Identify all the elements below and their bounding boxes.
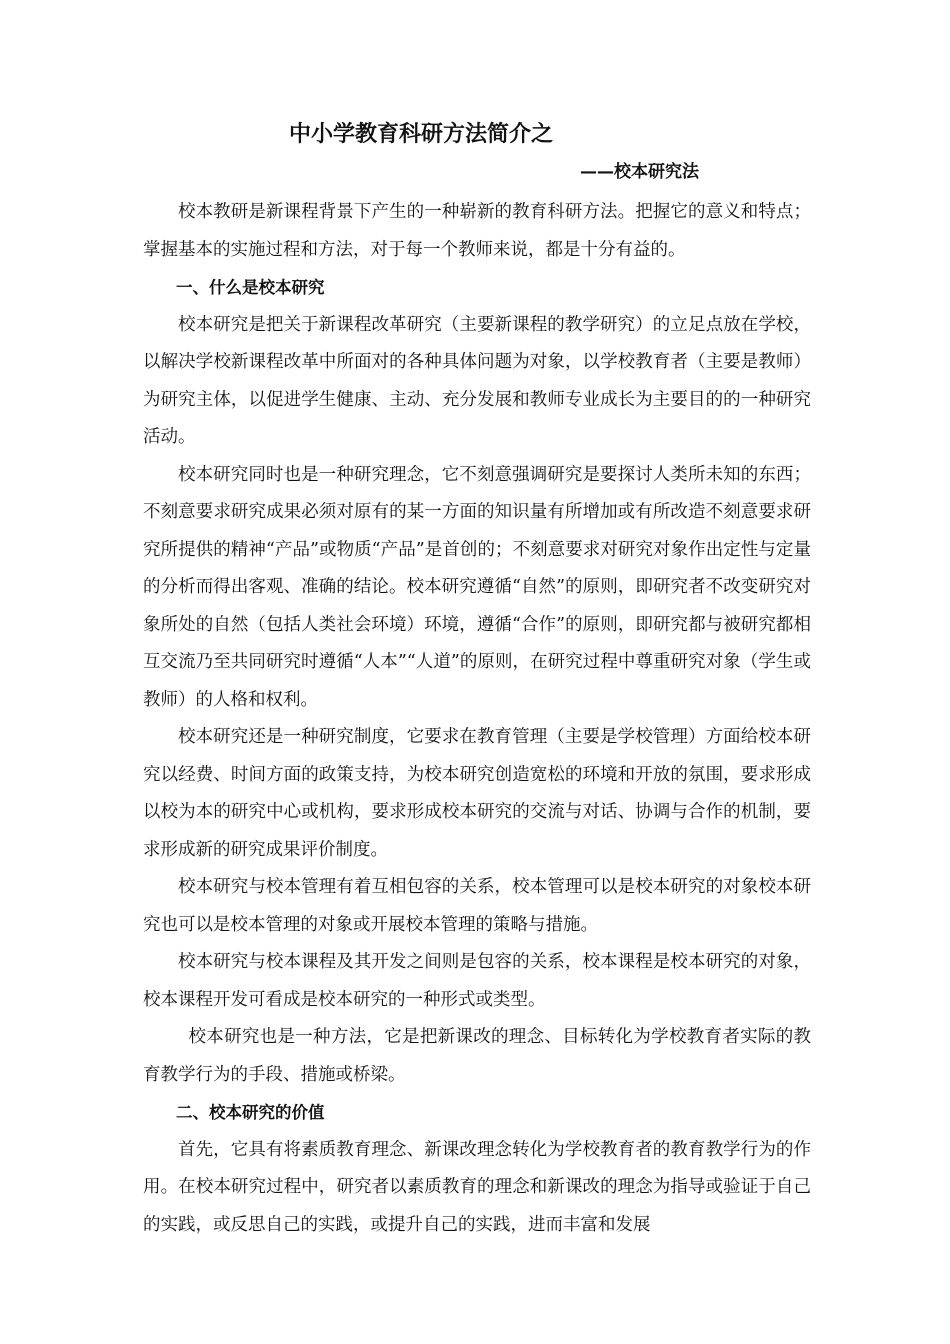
body-paragraph: 校本研究还是一种研究制度，它要求在教育管理（主要是学校管理）方面给校本研究以经费、时间方面的政策支持，为校本研究创造宽松的环境和开放的氛围，要求形成以校为本的研究中心或机构，要求形成校本研究的交流与对话、协调与合作的机制，要求形成新的研究成果评价制度。 (143, 727, 811, 860)
intro-paragraph: 校本教研是新课程背景下产生的一种崭新的教育科研方法。把握它的意义和特点；掌握基本的实施过程和方法，对于每一个教师来说，都是十分有益的。 (143, 202, 811, 260)
section-heading-2: 二、校本研究的价值 (176, 1103, 325, 1122)
body-paragraph: 校本研究也是一种方法，它是把新课改的理念、目标转化为学校教育者实际的教育教学行为的手段、措施或桥梁。 (143, 1027, 811, 1085)
body-paragraph: 校本研究与校本管理有着互相包容的关系，校本管理可以是校本研究的对象校本研究也可以是校本管理的对象或开展校本管理的策略与措施。 (143, 877, 811, 935)
body-paragraph: 校本研究同时也是一种研究理念，它不刻意强调研究是要探讨人类所未知的东西；不刻意要求研究成果必须对原有的某一方面的知识量有所增加或有所改造不刻意要求研究所提供的精神“产品”或物质“产品”是首创的；不刻意要求对研究对象作出定性与定量的分析而得出客观、准确的结论。校本研究遵循“自然”的原则，即研究者不改变研究对象所处的自然（包括人类社会环境）环境，遵循“合作”的原则，即研究都与被研究都相互交流乃至共同研究时遵循“人本”“人道”的原则，在研究过程中尊重研究对象（学生或教师）的人格和权利。 (143, 464, 811, 710)
body-paragraph: 首先，它具有将素质教育理念、新课改理念转化为学校教育者的教育教学行为的作用。在校本研究过程中，研究者以素质教育的理念和新课改的理念为指导或验证于自己的实践，或反思自己的实践，或提升自己的实践，进而丰富和发展 (143, 1139, 811, 1235)
body-paragraph: 校本研究与校本课程及其开发之间则是包容的关系，校本课程是校本研究的对象，校本课程开发可看成是校本研究的一种形式或类型。 (143, 952, 811, 1010)
document-body (143, 194, 811, 1244)
document-title: 中小学教育科研方法简介之 (289, 122, 554, 147)
document-subtitle: ——校本研究法 (580, 162, 699, 182)
section-heading-1: 一、什么是校本研究 (176, 278, 325, 297)
body-paragraph: 校本研究是把关于新课程改革研究（主要新课程的教学研究）的立足点放在学校，以解决学校新课程改革中所面对的各种具体问题为对象，以学校教育者（主要是教师）为研究主体，以促进学生健康、主动、充分发展和教师专业成长为主要目的的一种研究活动。 (143, 314, 811, 447)
